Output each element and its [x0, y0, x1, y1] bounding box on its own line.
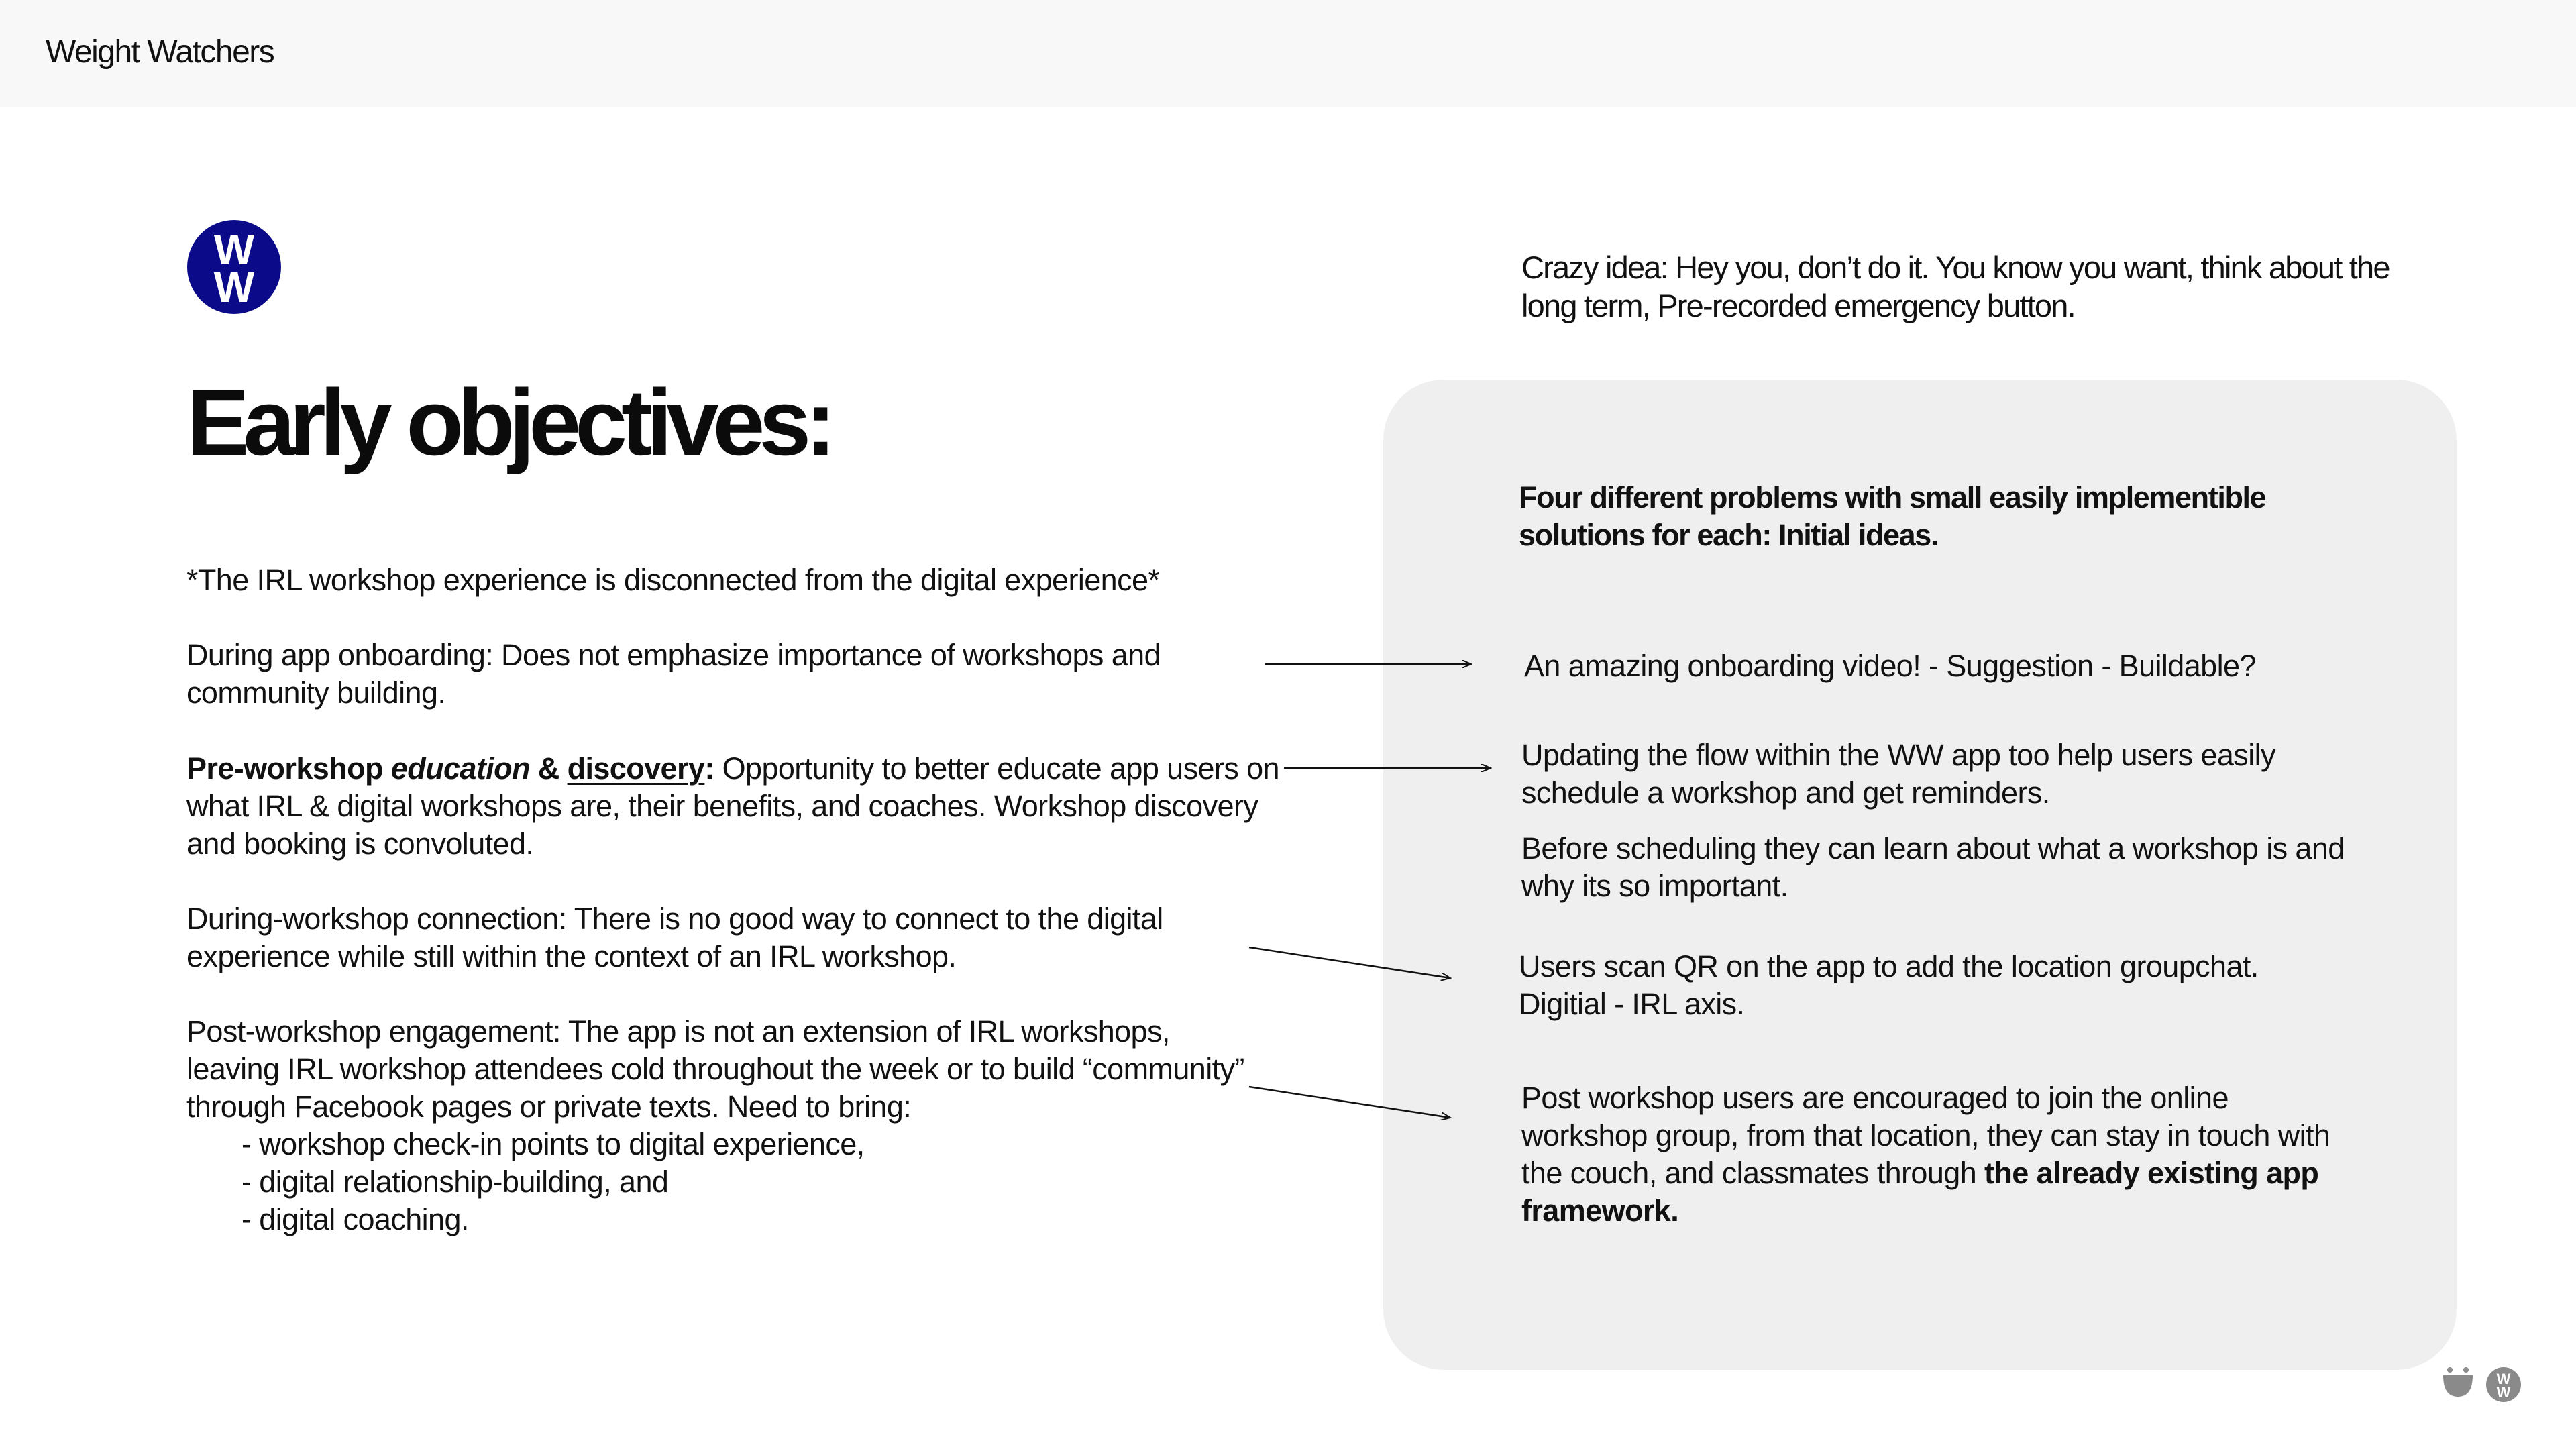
discovery-label: discovery: [567, 751, 705, 786]
pre-workshop-label: Pre-workshop: [186, 751, 391, 786]
solution-onboarding-video: An amazing onboarding video! - Suggestion - Buildable?: [1524, 649, 2256, 683]
ww-logo-letters: W: [213, 225, 255, 274]
problem-intro: *The IRL workshop experience is disconnected from the digital experience*: [186, 563, 1160, 597]
post-group-bold: the already existing app framework.: [1521, 1156, 2319, 1228]
need-item: - digital coaching.: [241, 1202, 469, 1236]
ww-mini-logo-icon: [2486, 1367, 2521, 1402]
need-item: - digital relationship-building, and: [241, 1165, 669, 1199]
arrow-post-workshop: [1249, 1087, 1450, 1118]
post-workshop-text: Post-workshop engagement: The app is not an extension of IRL workshops, leaving IRL workshop attendees cold throughout the week or to build “community” through Facebook pages or private texts. Need to bring:: [186, 1014, 1244, 1124]
colon-label: :: [704, 751, 714, 786]
amp-label: &: [529, 751, 568, 786]
svg-text:W: W: [213, 263, 255, 311]
app-title: Weight Watchers: [46, 34, 274, 70]
solution-qr-scan: Users scan QR on the app to add the location groupchat. Digitial - IRL axis.: [1519, 949, 2259, 1021]
footer-icons: [2440, 1366, 2528, 1406]
education-label: education: [390, 751, 530, 786]
solution-learn-before: Before scheduling they can learn about what a workshop is and why its so important.: [1521, 831, 2345, 903]
problem-onboarding: During app onboarding: Does not emphasize importance of workshops and community building.: [186, 638, 1161, 710]
smile-icon: [2443, 1367, 2473, 1397]
solutions-heading: Four different problems with small easily implementible solutions for each: Initial ideas.: [1519, 480, 2266, 552]
problem-during-workshop: During-workshop connection: There is no good way to connect to the digital experience while still within the context of an IRL workshop.: [186, 902, 1163, 973]
arrow-during-workshop: [1249, 947, 1450, 978]
need-item: - workshop check-in points to digital experience,: [241, 1127, 865, 1161]
page-title: Early objectives:: [186, 370, 830, 475]
solution-flow-update: Updating the flow within the WW app too help users easily schedule a workshop and get reminders.: [1521, 738, 2275, 810]
svg-text:W: W: [2496, 1384, 2511, 1401]
post-group-text: Post workshop users are encouraged to join the online workshop group, from that location, they can stay in touch with the couch, and classmates through: [1521, 1081, 2330, 1190]
crazy-idea-note: Crazy idea: Hey you, don’t do it. You know you want, think about the long term, Pre-recorded emergency button.: [1521, 250, 2390, 323]
svg-text:W: W: [2496, 1371, 2511, 1387]
pre-workshop-text: Opportunity to better educate app users on what IRL & digital workshops are, their benefits, and coaches. Workshop discovery and booking is convoluted.: [186, 751, 1279, 861]
